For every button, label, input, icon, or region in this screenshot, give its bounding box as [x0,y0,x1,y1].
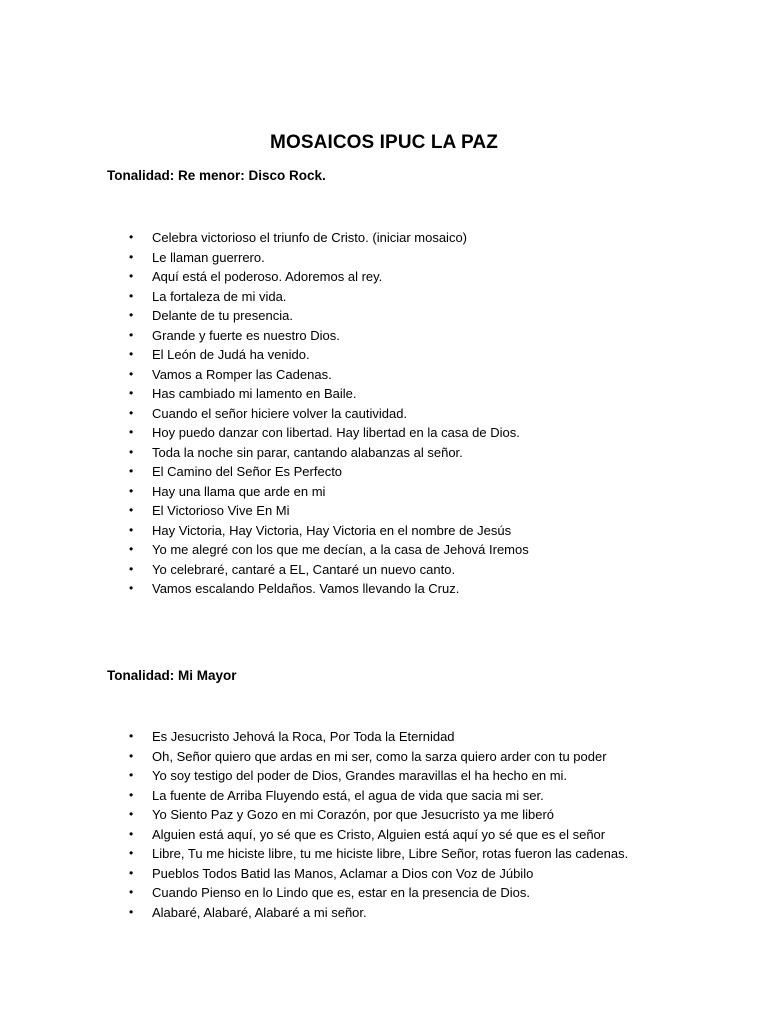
song-title: Libre, Tu me hiciste libre, tu me hiciste libre, Libre Señor, rotas fueron las cadenas. [152,846,629,861]
bullet-icon: • [129,787,134,802]
song-title: Yo celebraré, cantaré a EL, Cantaré un nuevo canto. [152,561,456,577]
bullet-icon: • [129,405,134,420]
bullet-icon: • [129,904,134,919]
song-title: Yo Siento Paz y Gozo en mi Corazón, por que Jesucristo ya me liberó [152,807,555,822]
document-title: MOSAICOS IPUC LA PAZ [270,132,498,153]
song-title: Alguien está aquí, yo sé que es Cristo, Alguien está aquí yo sé que es el señor [152,826,606,842]
bullet-icon: • [129,865,134,880]
song-title: Alabaré, Alabaré, Alabaré a mi señor. [152,904,367,920]
song-title: Hay Victoria, Hay Victoria, Hay Victoria en el nombre de Jesús [152,522,512,538]
bullet-icon: • [129,444,134,459]
song-title: Toda la noche sin parar, cantando alabanzas al señor. [152,444,463,460]
song-title: El León de Judá ha venido. [152,347,310,362]
bullet-icon: • [129,846,134,860]
section-heading-mi-mayor: Tonalidad: Mi Mayor [107,668,237,683]
song-title: Has cambiado mi lamento en Baile. [152,386,357,401]
bullet-icon: • [129,826,134,841]
song-title: Es Jesucristo Jehová la Roca, Por Toda la Eternidad [152,729,455,744]
bullet-icon: • [129,561,134,576]
bullet-icon: • [129,464,134,478]
bullet-icon: • [129,347,134,361]
song-title: El Victorioso Vive En Mi [152,503,290,518]
song-title: Grande y fuerte es nuestro Dios. [152,327,340,343]
section-heading-re-menor: Tonalidad: Re menor: Disco Rock. [107,168,326,183]
bullet-icon: • [129,288,134,303]
song-title: Pueblos Todos Batid las Manos, Aclamar a Dios con Voz de Júbilo [152,865,534,881]
bullet-icon: • [129,327,134,342]
song-title: Cuando Pienso en lo Lindo que es, estar en la presencia de Dios. [152,885,530,900]
bullet-icon: • [129,366,134,381]
bullet-icon: • [129,503,134,517]
bullet-icon: • [129,807,134,821]
bullet-icon: • [129,581,134,595]
song-title: Yo me alegré con los que me decían, a la casa de Jehová Iremos [152,542,529,557]
song-title: Le llaman guerrero. [152,249,265,265]
bullet-icon: • [129,386,134,400]
bullet-icon: • [129,542,134,556]
song-title: Hoy puedo danzar con libertad. Hay libertad en la casa de Dios. [152,425,520,440]
bullet-icon: • [129,748,134,763]
bullet-icon: • [129,885,134,899]
bullet-icon: • [129,425,134,439]
bullet-icon: • [129,308,134,322]
bullet-icon: • [129,729,134,743]
bullet-icon: • [129,522,134,537]
song-title: Yo soy testigo del poder de Dios, Grandes maravillas el ha hecho en mi. [152,768,568,783]
song-title: Cuando el señor hiciere volver la cautividad. [152,405,408,421]
song-title: Oh, Señor quiero que ardas en mi ser, como la sarza quiero arder con tu poder [152,748,607,764]
song-title: La fuente de Arriba Fluyendo está, el agua de vida que sacia mi ser. [152,787,544,803]
song-title: Vamos a Romper las Cadenas. [152,366,332,382]
bullet-icon: • [129,768,134,782]
song-title: Hay una llama que arde en mi [152,483,326,499]
song-title: Delante de tu presencia. [152,308,293,323]
bullet-icon: • [129,249,134,264]
song-title: Aquí está el poderoso. Adoremos al rey. [152,269,383,284]
bullet-icon: • [129,230,134,244]
song-title: El Camino del Señor Es Perfecto [152,464,343,479]
bullet-icon: • [129,269,134,283]
bullet-icon: • [129,483,134,498]
song-title: Vamos escalando Peldaños. Vamos llevando la Cruz. [152,581,460,596]
song-title: Celebra victorioso el triunfo de Cristo. (iniciar mosaico) [152,230,468,245]
song-title: La fortaleza de mi vida. [152,288,287,304]
